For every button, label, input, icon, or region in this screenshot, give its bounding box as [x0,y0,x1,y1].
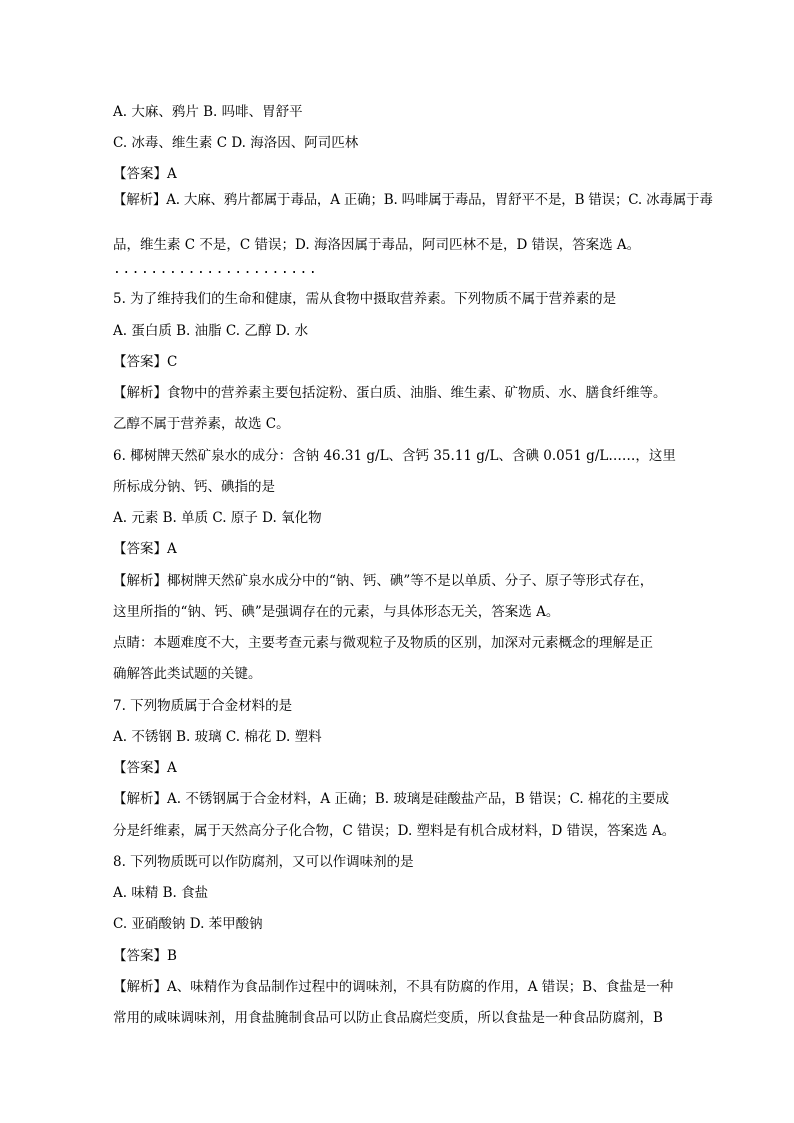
q8-options-cd: C. 亚硝酸钠 D. 苯甲酸钠 [113,916,263,932]
q5-options: A. 蛋白质 B. 油脂 C. 乙醇 D. 水 [113,323,309,339]
q6-analysis-line1: 【解析】椰树牌天然矿泉水成分中的“钠、钙、碘”等不是以单质、分子、原子等形式存在， [113,573,654,589]
q6-tip-line1: 点睛：本题难度不大，主要考查元素与微观粒子及物质的区别，加深对元素概念的理解是正 [113,635,653,651]
q5-analysis-line1: 【解析】食物中的营养素主要包括淀粉、蛋白质、油脂、维生素、矿物质、水、膳食纤维等。 [113,385,667,401]
q4-analysis-line2: 品，维生素 C 不是，C 错误；D. 海洛因属于毒品，阿司匹林不是，D 错误，答案选 A。 [113,237,641,253]
q7-analysis-line2: 分是纤维素，属于天然高分子化合物，C 错误；D. 塑料是有机合成材料，D 错误，答案选 A。 [113,823,676,839]
q4-options-ab: A. 大麻、鸦片 B. 吗啡、胃舒平 [113,104,303,120]
q7-analysis-line1: 【解析】A. 不锈钢属于合金材料，A 正确；B. 玻璃是硅酸盐产品，B 错误；C. 棉花的主要成 [113,791,670,807]
q8-analysis-line2: 常用的咸味调味剂，用食盐腌制食品可以防止食品腐烂变质，所以食盐是一种食品防腐剂，B [113,1010,663,1026]
q4-analysis-line1: 【解析】A. 大麻、鸦片都属于毒品，A 正确；B. 吗啡属于毒品，胃舒平不是，B 错误；C. 冰毒属于毒 [113,192,713,208]
q8-options-ab: A. 味精 B. 食盐 [113,885,209,901]
q5-analysis-line2: 乙醇不属于营养素，故选 C。 [113,416,290,432]
q8-answer: 【答案】B [113,948,177,964]
q8-analysis-line1: 【解析】A、味精作为食品制作过程中的调味剂，不具有防腐的作用，A 错误；B、食盐是一种 [113,979,674,995]
q6-answer: 【答案】A [113,541,177,557]
q7-question: 7. 下列物质属于合金材料的是 [113,698,293,714]
q6-tip-line2: 确解答此类试题的关键。 [113,666,262,682]
q5-answer: 【答案】C [113,354,178,370]
q5-question: 5. 为了维持我们的生命和健康，需从食物中摄取营养素。下列物质不属于营养素的是 [113,291,617,307]
q4-answer: 【答案】A [113,166,177,182]
q7-options: A. 不锈钢 B. 玻璃 C. 棉花 D. 塑料 [113,729,322,745]
q6-question-line2: 所标成分钠、钙、碘指的是 [113,479,275,495]
dotted-separator: ...................... [113,262,319,277]
q4-options-cd: C. 冰毒、维生素 C D. 海洛因、阿司匹林 [113,135,359,151]
q7-answer: 【答案】A [113,760,177,776]
q6-options: A. 元素 B. 单质 C. 原子 D. 氧化物 [113,510,322,526]
q6-question-line1: 6. 椰树牌天然矿泉水的成分：含钠 46.31 g/L、含钙 35.11 g/L、含碘 0.051 g/L……，这里 [113,448,676,464]
q6-analysis-line2: 这里所指的“钠、钙、碘”是强调存在的元素，与具体形态无关，答案选 A。 [113,604,560,620]
q8-question: 8. 下列物质既可以作防腐剂，又可以作调味剂的是 [113,854,414,870]
